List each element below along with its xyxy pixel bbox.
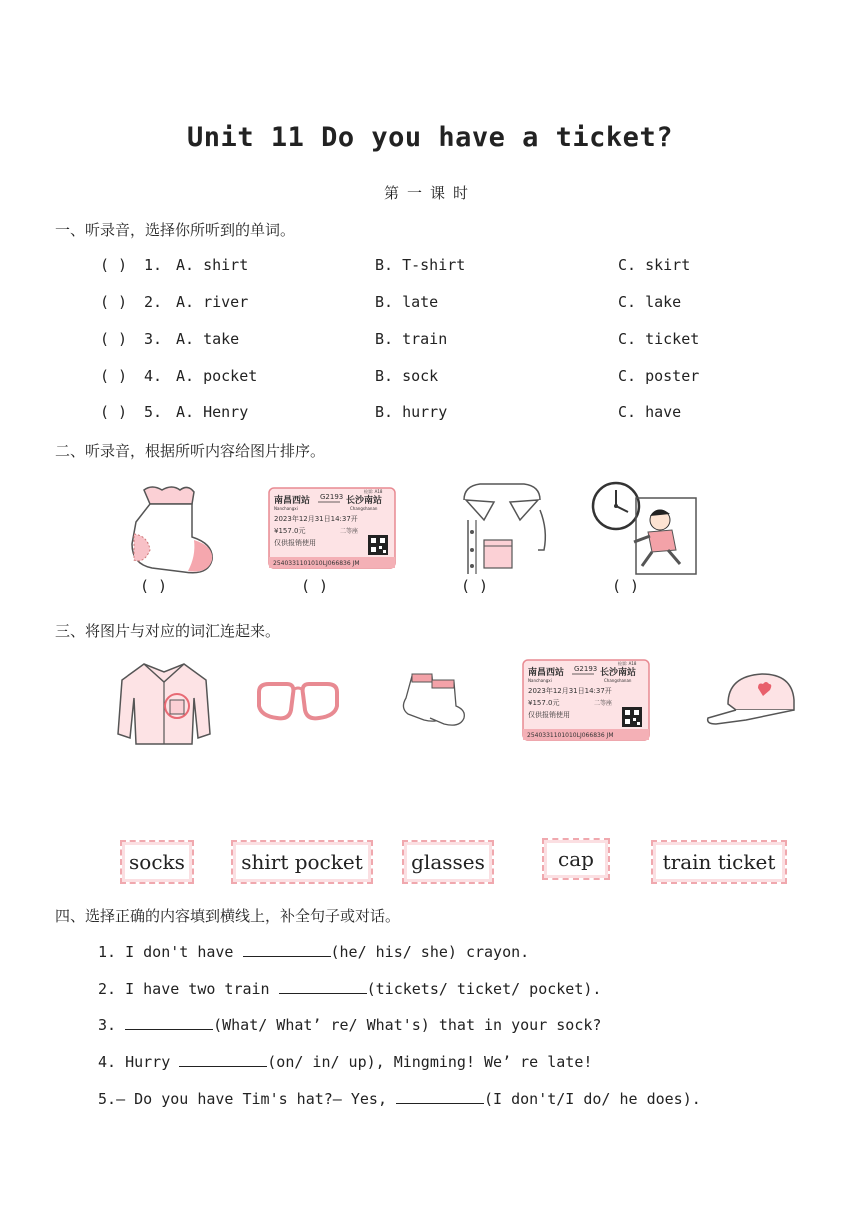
ticket-train-no: G2193 <box>574 665 598 673</box>
ticket-seat: 二等座 <box>594 700 613 707</box>
sentence-number: 4. <box>98 1053 117 1071</box>
ticket-check: 检票: A18 <box>364 489 383 494</box>
answer-blank[interactable] <box>243 942 331 957</box>
qr-code-icon <box>368 535 388 555</box>
question-number: 4. <box>144 367 163 385</box>
sentence-4 <box>98 1052 592 1071</box>
option-c: C. poster <box>618 367 700 385</box>
option-c: C. ticket <box>618 330 700 348</box>
sentence-text-before: I don't have <box>125 943 243 961</box>
order-paren-1[interactable]: ( ) <box>140 577 168 595</box>
sentence-text-after: (he/ his/ she) crayon. <box>330 943 530 961</box>
order-paren-2[interactable]: ( ) <box>301 577 329 595</box>
word-card-glasses[interactable]: glasses <box>402 840 494 884</box>
answer-blank[interactable] <box>279 979 367 994</box>
train-ticket-picture-2 <box>522 659 650 741</box>
ticket-price: ¥157.0元 <box>274 527 306 535</box>
answer-paren[interactable]: ( ) <box>100 293 128 311</box>
answer-blank[interactable] <box>179 1052 267 1067</box>
answer-paren[interactable]: ( ) <box>100 367 128 385</box>
question-row-4 <box>100 367 800 389</box>
ticket-note: 仅供报销使用 <box>274 539 316 547</box>
sentence-text-after: (on/ in/ up), Mingming! We’ re late! <box>267 1053 593 1071</box>
hurry-picture <box>588 480 698 576</box>
ticket-date: 2023年12月31日14:37开 <box>274 515 358 523</box>
option-b: B. late <box>375 293 439 311</box>
sock-picture <box>122 482 222 577</box>
sentence-5 <box>98 1089 701 1108</box>
question-number: 2. <box>144 293 163 311</box>
word-card-train-ticket[interactable]: train ticket <box>651 840 787 884</box>
question-row-3 <box>100 330 800 352</box>
section4-heading: 四、选择正确的内容填到横线上，补全句子或对话。 <box>55 907 401 925</box>
sentence-number: 5. <box>98 1090 117 1108</box>
ticket-to: 长沙南站 <box>346 496 383 506</box>
ticket-to-pinyin: Changshanan <box>604 678 632 683</box>
question-row-2 <box>100 293 800 315</box>
option-c: C. have <box>618 403 682 421</box>
option-a: A. Henry <box>176 403 249 421</box>
question-number: 5. <box>144 403 163 421</box>
glasses-picture <box>255 680 341 724</box>
ticket-from-pinyin: Nanchangxi <box>274 506 298 511</box>
ticket-price: ¥157.0元 <box>528 699 560 707</box>
option-b: B. T-shirt <box>375 256 466 274</box>
option-c: C. skirt <box>618 256 691 274</box>
ticket-to: 长沙南站 <box>600 668 637 678</box>
sentence-text-after: (tickets/ ticket/ pocket). <box>366 980 602 998</box>
answer-blank[interactable] <box>396 1089 484 1104</box>
ticket-from-pinyin: Nanchangxi <box>528 678 552 683</box>
answer-paren[interactable]: ( ) <box>100 256 128 274</box>
word-card-socks[interactable]: socks <box>120 840 194 884</box>
section3-heading: 三、将图片与对应的词汇连起来。 <box>55 622 281 640</box>
word-card-cap[interactable]: cap <box>542 838 610 880</box>
question-row-5 <box>100 403 800 425</box>
ticket-serial: 2540331101010LJ066836 JM <box>273 560 360 567</box>
shirt-pocket-picture <box>454 480 550 576</box>
ticket-from: 南昌西站 <box>274 496 311 506</box>
section2-heading: 二、听录音，根据所听内容给图片排序。 <box>55 442 326 460</box>
option-a: A. shirt <box>176 256 249 274</box>
sentence-number: 2. <box>98 980 117 998</box>
ticket-serial: 2540331101010LJ066836 JM <box>527 732 614 739</box>
answer-blank[interactable] <box>125 1015 213 1030</box>
clock-icon <box>593 483 639 529</box>
sentence-text-before: I have two train <box>125 980 279 998</box>
option-b: B. hurry <box>375 403 448 421</box>
ticket-from: 南昌西站 <box>528 668 565 678</box>
question-row-1 <box>100 256 800 278</box>
shirt-picture <box>114 658 214 746</box>
lesson-subtitle: 第一课时 <box>383 184 476 202</box>
cap-picture <box>706 670 798 730</box>
answer-paren[interactable]: ( ) <box>100 330 128 348</box>
option-b: B. train <box>375 330 448 348</box>
train-ticket-picture <box>268 487 396 569</box>
word-card-shirt-pocket[interactable]: shirt pocket <box>231 840 373 884</box>
page-title: Unit 11 Do you have a ticket? <box>187 122 673 153</box>
sentence-number: 3. <box>98 1016 117 1034</box>
ticket-check: 检票: A18 <box>618 661 637 666</box>
sentence-1 <box>98 942 529 961</box>
sentence-number: 1. <box>98 943 117 961</box>
answer-paren[interactable]: ( ) <box>100 403 128 421</box>
ticket-date: 2023年12月31日14:37开 <box>528 687 612 695</box>
section1-heading: 一、听录音，选择你所听到的单词。 <box>55 221 296 239</box>
sentence-text-after: (What/ What’ re/ What's) that in your sock? <box>213 1016 602 1034</box>
ticket-note: 仅供报销使用 <box>528 711 570 719</box>
option-a: A. pocket <box>176 367 258 385</box>
qr-code-icon <box>622 707 642 727</box>
option-c: C. lake <box>618 293 682 311</box>
sentence-text-before: Hurry <box>125 1053 180 1071</box>
option-a: A. river <box>176 293 249 311</box>
socks-picture <box>398 668 468 730</box>
sentence-2 <box>98 979 601 998</box>
ticket-seat: 二等座 <box>340 528 359 535</box>
option-a: A. take <box>176 330 240 348</box>
question-number: 3. <box>144 330 163 348</box>
order-paren-4[interactable]: ( ) <box>612 577 640 595</box>
question-number: 1. <box>144 256 163 274</box>
option-b: B. sock <box>375 367 439 385</box>
ticket-train-no: G2193 <box>320 493 344 501</box>
sentence-3 <box>98 1015 601 1034</box>
ticket-to-pinyin: Changshanan <box>350 506 378 511</box>
sentence-text-before: — Do you have Tim's hat?— Yes, <box>116 1090 397 1108</box>
sentence-text-after: (I don't/I do/ he does). <box>484 1090 701 1108</box>
order-paren-3[interactable]: ( ) <box>461 577 489 595</box>
